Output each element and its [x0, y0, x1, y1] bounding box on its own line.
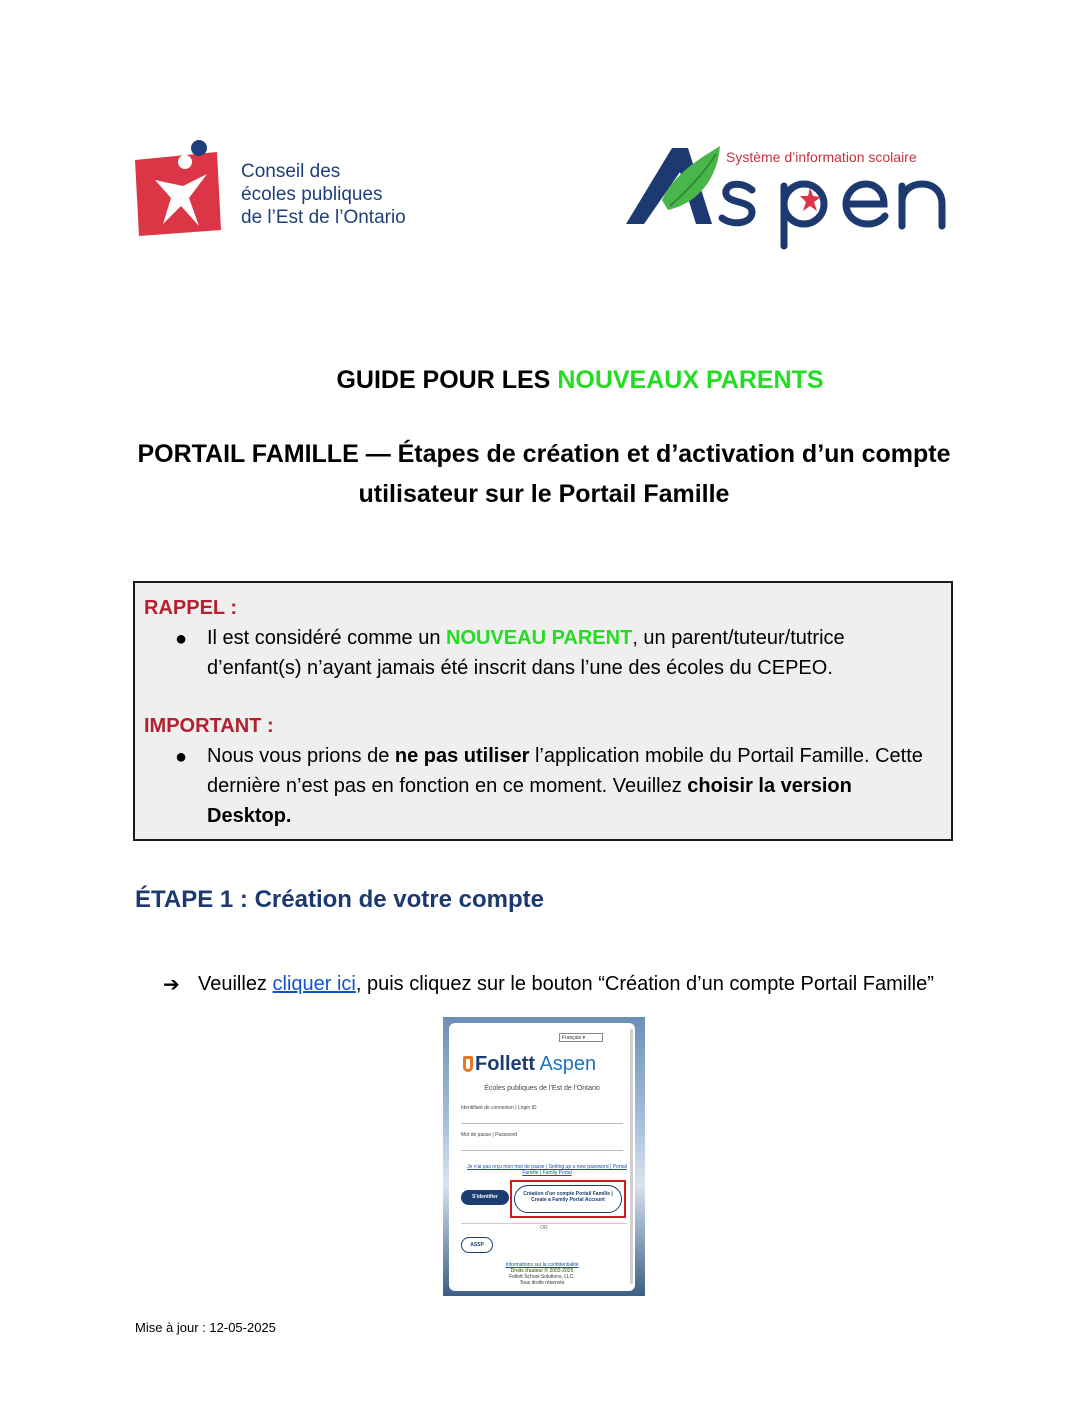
aspen-logo: [622, 140, 952, 250]
cepeo-logo: [133, 140, 443, 240]
language-value: Français: [562, 1035, 582, 1041]
bullet-icon: ●: [175, 628, 188, 650]
important-text-part: Nous vous prions de: [207, 745, 395, 767]
rappel-text: [207, 623, 937, 683]
login-footer: [449, 1262, 635, 1286]
important-bold: choisir la version Desktop.: [207, 775, 852, 827]
bullet-icon: ●: [175, 746, 188, 768]
login-panel: [449, 1023, 635, 1291]
important-bold: ne pas utiliser: [394, 745, 530, 767]
privacy-link: Informations sur la confidentialité: [505, 1262, 579, 1268]
create-family-portal-account-button: Création d'un compte Portail Famille | Create a Family Portal Account: [514, 1185, 622, 1213]
guide-title: [0, 366, 1088, 395]
sign-in-button: S'identifier: [461, 1190, 509, 1205]
aspen-tagline: Système d’information scolaire: [726, 149, 917, 165]
step1-title: ÉTAPE 1 : Création de votre compte: [135, 886, 544, 913]
step1-instruction: [198, 970, 938, 999]
forgot-password-link: Je n'ai pas reçu mon mot de passe | Setting up a new password | Portail Famille | Family Portal: [467, 1164, 627, 1176]
scrollbar: [630, 1029, 633, 1284]
guide-title-prefix: GUIDE POUR LES: [336, 366, 558, 394]
update-note: Mise à jour : 12-05-2025: [135, 1320, 276, 1335]
cepeo-name: [241, 160, 406, 229]
cepeo-logo-mark-icon: [133, 140, 223, 236]
step1-text-part: , puis cliquez sur le bouton “Création d’un compte Portail Famille”: [355, 973, 934, 995]
follett-aspen-logo: [463, 1053, 596, 1076]
password-field: [461, 1138, 623, 1151]
step1-text-part: Veuillez: [198, 973, 273, 995]
password-label: Mot de passe | Password: [461, 1132, 518, 1138]
aspen-brand-text: Aspen: [539, 1053, 597, 1075]
important-text: [207, 741, 937, 831]
portal-title: PORTAIL FAMILLE — Étapes de création et d’activation d’un compte utilisateur sur le Portail Famille: [137, 440, 951, 508]
follett-brand-text: Follett: [475, 1053, 535, 1075]
click-here-link[interactable]: cliquer ici: [272, 973, 356, 995]
rappel-highlight: NOUVEAU PARENT: [446, 627, 633, 649]
follett-shield-icon: [463, 1056, 473, 1072]
important-label: IMPORTANT :: [144, 715, 274, 737]
copyright-line: Follett School Solutions, LLC.: [509, 1274, 575, 1280]
login-id-field: [461, 1111, 623, 1124]
rappel-text-part: , un parent/tuteur/tutrice d’enfant(s) n’ayant jamais été inscrit dans l’une des écoles du CEPEO.: [207, 627, 845, 679]
login-id-label: Identifiant de connexion | Login ID: [461, 1105, 537, 1111]
rappel-text-part: Il est considéré comme un: [207, 627, 446, 649]
language-select: Français ▾: [559, 1033, 603, 1042]
copyright-line: Droits d'auteur © 2003-2025: [510, 1268, 574, 1274]
assp-button: ASSP: [461, 1237, 493, 1253]
important-text-part: l’application mobile du Portail Famille. Cette dernière n’est pas en fonction en ce moment. Veuillez: [207, 745, 923, 797]
cepeo-name-line: écoles publiques: [241, 184, 383, 205]
cepeo-name-line: de l’Est de l’Ontario: [241, 207, 406, 228]
login-screenshot: [443, 1017, 645, 1296]
rappel-label: RAPPEL :: [144, 597, 237, 619]
copyright-line: Tous droits réservés: [519, 1280, 565, 1286]
cepeo-name-line: Conseil des: [241, 161, 341, 182]
arrow-right-icon: ➔: [163, 974, 180, 996]
school-name: Écoles publiques de l’Est de l’Ontario: [484, 1085, 600, 1092]
or-divider: OR: [461, 1223, 627, 1231]
guide-title-highlight: NOUVEAUX PARENTS: [557, 366, 824, 394]
reminder-box: [133, 581, 953, 841]
